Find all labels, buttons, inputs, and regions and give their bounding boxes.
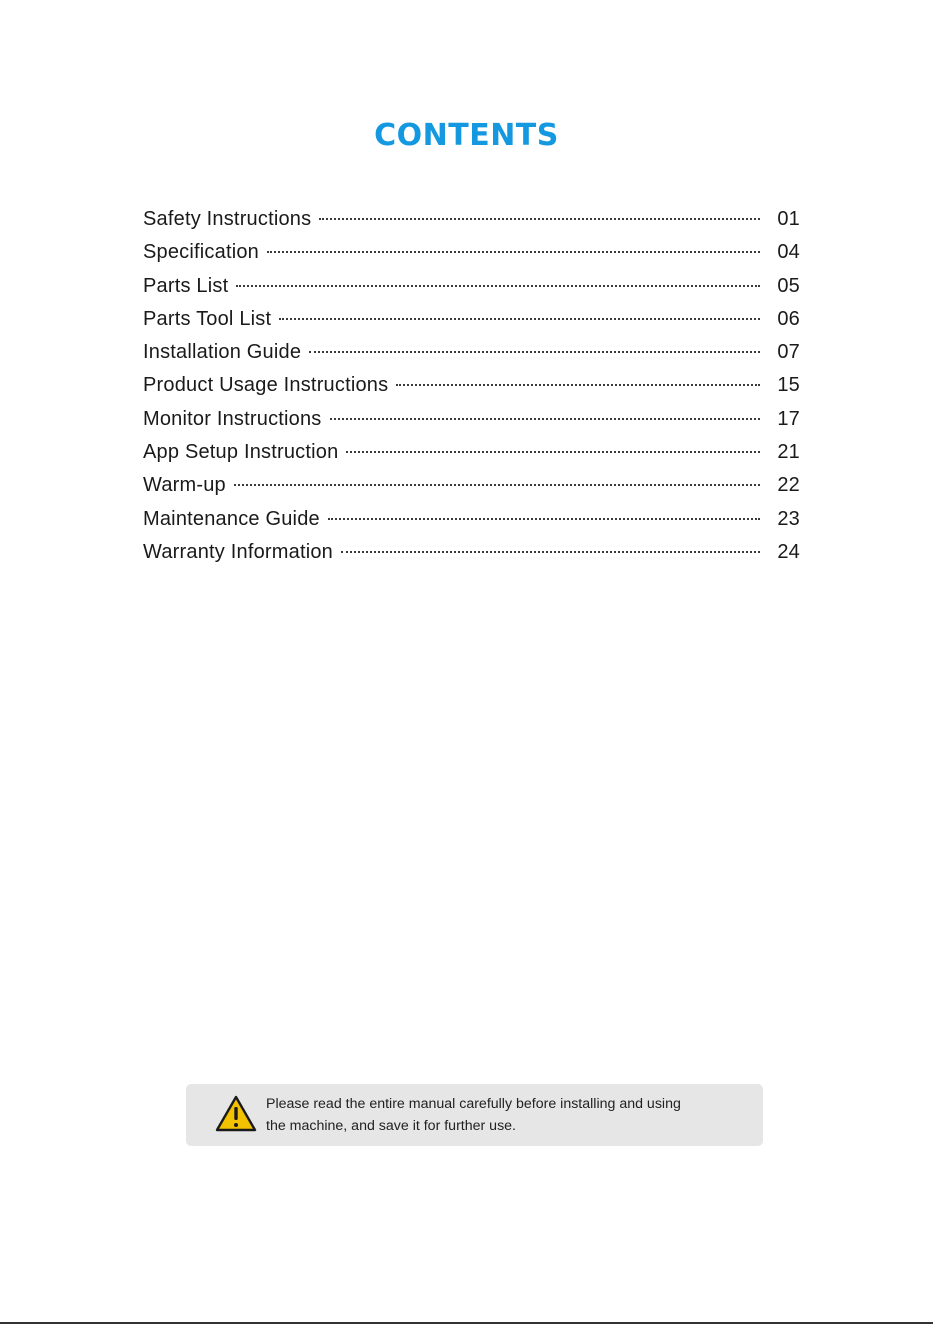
toc-entry-label: Product Usage Instructions	[143, 374, 389, 397]
dot-leader	[267, 251, 760, 253]
page-title: CONTENTS	[374, 118, 559, 153]
toc-entry-page: 04	[777, 241, 800, 264]
toc-entry-page: 05	[777, 274, 800, 297]
notice-line: Please read the entire manual carefully before installing and using	[266, 1096, 681, 1112]
toc-entry-label: App Setup Instruction	[143, 441, 339, 464]
toc-entry-label: Warm-up	[143, 474, 226, 497]
toc-entry[interactable]	[143, 241, 800, 274]
toc-entry-label: Parts List	[143, 274, 229, 297]
dot-leader	[341, 551, 760, 553]
toc-entry[interactable]	[143, 208, 800, 241]
toc-entry[interactable]	[143, 341, 800, 374]
toc-entry-label: Maintenance Guide	[143, 507, 320, 530]
toc-entry-page: 06	[777, 307, 800, 330]
dot-leader	[328, 518, 760, 520]
toc-entry-label: Monitor Instructions	[143, 407, 322, 430]
toc-entry[interactable]	[143, 441, 800, 474]
dot-leader	[309, 351, 760, 353]
dot-leader	[346, 451, 760, 453]
warning-icon	[214, 1094, 258, 1134]
toc-entry[interactable]	[143, 474, 800, 507]
table-of-contents	[143, 208, 800, 574]
toc-entry[interactable]	[143, 408, 800, 441]
notice-text	[266, 1093, 746, 1137]
toc-entry-label: Parts Tool List	[143, 307, 272, 330]
toc-entry[interactable]	[143, 508, 800, 541]
toc-entry[interactable]	[143, 275, 800, 308]
toc-entry-page: 23	[777, 507, 800, 530]
toc-entry-label: Warranty Information	[143, 540, 333, 563]
notice-line: the machine, and save it for further use.	[266, 1118, 516, 1134]
toc-entry[interactable]	[143, 374, 800, 407]
dot-leader	[319, 218, 760, 220]
toc-entry-label: Installation Guide	[143, 341, 302, 364]
dot-leader	[330, 418, 760, 420]
toc-entry-label: Safety Instructions	[143, 208, 312, 230]
toc-entry-page: 17	[777, 407, 800, 430]
dot-leader	[279, 318, 760, 320]
toc-entry-page: 22	[777, 474, 800, 497]
toc-entry-page: 15	[777, 374, 800, 397]
dot-leader	[236, 285, 760, 287]
toc-entry-page: 21	[777, 441, 800, 464]
toc-entry[interactable]	[143, 308, 800, 341]
toc-entry-page: 24	[777, 540, 800, 563]
toc-entry-label: Specification	[143, 241, 259, 264]
dot-leader	[234, 484, 760, 486]
notice-box	[186, 1084, 763, 1146]
toc-entry[interactable]	[143, 541, 800, 574]
toc-entry-page: 07	[777, 341, 800, 364]
dot-leader	[396, 384, 760, 386]
toc-entry-page: 01	[777, 208, 800, 230]
